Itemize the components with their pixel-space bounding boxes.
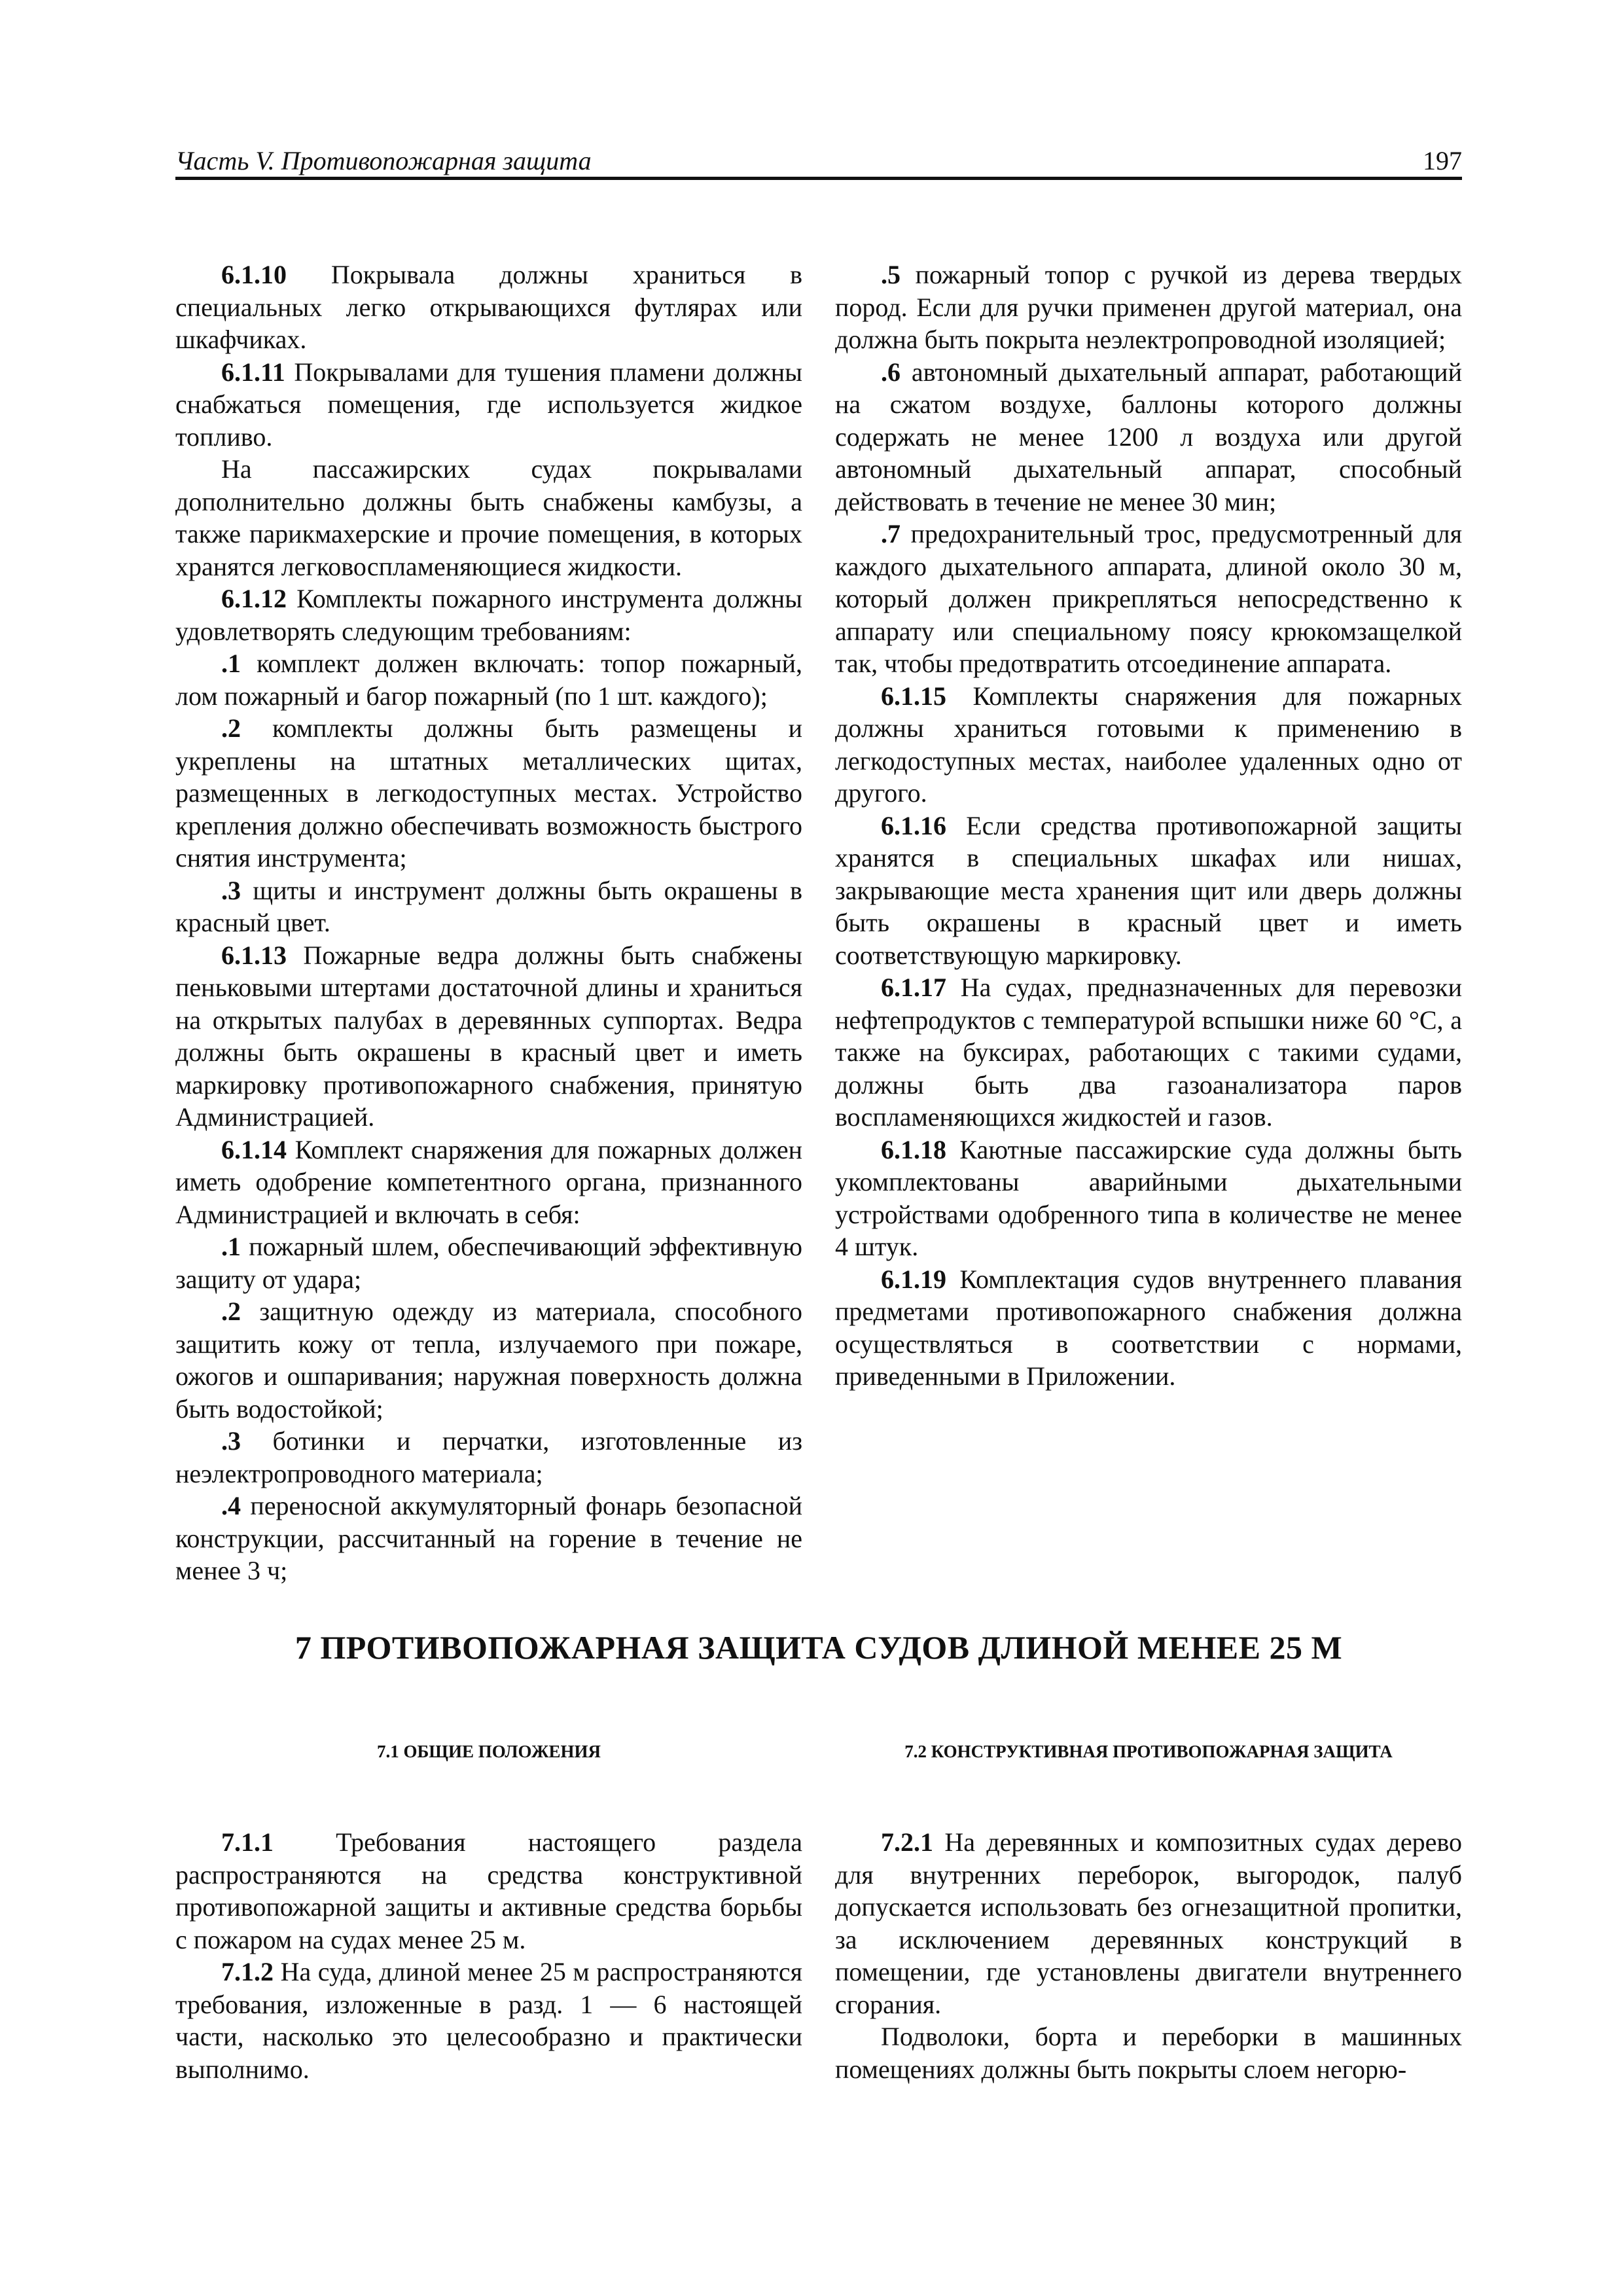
section-heading-general: 7.1 ОБЩИЕ ПОЛОЖЕНИЯ [376,1742,601,1761]
paragraph: 6.1.15 Комплекты снаряжения для пожарных должны храниться готовыми к применению в легкодоступных местах, наиболее удаленных одно от другого. [835,681,1462,808]
paragraph: Подволоки, борта и переборки в машинных помещениях должны быть покрыты слоем негорю- [835,2022,1462,2084]
list-item: .3 щиты и инструмент должны быть окрашены в красный цвет. [175,875,802,937]
section-heading-structural: 7.2 КОНСТРУКТИВНАЯ ПРОТИВОПОЖАРНАЯ ЗАЩИТА [904,1742,1393,1761]
running-header-title: Часть V. Противопожарная защита [175,146,592,175]
left-column-top [175,259,802,1587]
paragraph: 7.1.1 Требования настоящего раздела распространяются на средства конструктивной противопожарной защиты и активные средства борьбы с пожаром на судах менее 25 м. [175,1827,802,1954]
list-item: .3 ботинки и перчатки, изготовленные из неэлектропроводного материала; [175,1426,802,1488]
list-item: .4 переносной аккумуляторный фонарь безопасной конструкции, рассчитанный на горение в течение не менее 3 ч; [175,1491,802,1585]
running-header [175,145,1462,180]
right-column-bottom [835,1826,1462,2085]
paragraph: 6.1.14 Комплект снаряжения для пожарных должен иметь одобрение компетентного органа, признанного Администрацией и включать в себя: [175,1134,802,1229]
list-item: .1 пожарный шлем, обеспечивающий эффективную защиту от удара; [175,1232,802,1294]
paragraph: 7.1.2 На суда, длиной менее 25 м распространяются требования, изложенные в разд. 1 — 6 настоящей части, насколько это целесообразно и практически выполнимо. [175,1957,802,2084]
paragraph: 6.1.13 Пожарные ведра должны быть снабжены пеньковыми штертами достаточной длины и храниться на открытых палубах в деревянных суппортах. Ведра должны быть окрашены в красный цвет и иметь маркировку противопожарного снабжения, принятую Администрацией. [175,940,802,1132]
paragraph: 6.1.11 Покрывалами для тушения пламени должны снабжаться помещения, где используется жидкое топливо. [175,357,802,452]
list-item: .5 пожарный топор с ручкой из дерева твердых пород. Если для ручки применен другой материал, она должна быть покрыта неэлектропроводной изоляцией; [835,260,1462,354]
list-item: .1 комплект должен включать: топор пожарный, лом пожарный и багор пожарный (по 1 шт. каждого); [175,649,802,711]
page-number: 197 [1423,146,1462,175]
paragraph: 6.1.16 Если средства противопожарной защиты хранятся в специальных шкафах или нишах, закрывающие места хранения щит или дверь должны быть окрашены в красный цвет и иметь соответствующую маркировку. [835,810,1462,970]
paragraph: 6.1.17 На судах, предназначенных для перевозки нефтепродуктов с температурой вспышки ниже 60 °С, а также на буксирах, работающих с такими судами, должны быть два газоанализатора паров воспламеняющихся жидкостей и газов. [835,973,1462,1132]
paragraph: 6.1.12 Комплекты пожарного инструмента должны удовлетворять следующим требованиям: [175,584,802,646]
paragraph: 6.1.19 Комплектация судов внутреннего плавания предметами противопожарного снабжения должна осуществляться в соответствии с нормами, приведенными в Приложении. [835,1264,1462,1391]
left-column-bottom [175,1826,802,2085]
paragraph: 6.1.18 Каютные пассажирские суда должны быть укомплектованы аварийными дыхательными устройствами одобренного типа в количестве не менее 4 штук. [835,1134,1462,1261]
list-item: .6 автономный дыхательный аппарат, работающий на сжатом воздухе, баллоны которого должны содержать не менее 1200 л воздуха или другой автономный дыхательный аппарат, способный действовать в течение не менее 30 мин; [835,357,1462,516]
list-item: .2 защитную одежду из материала, способного защитить кожу от тепла, излучаемого при пожаре, ожогов и ошпаривания; наружная поверхность должна быть водостойкой; [175,1297,802,1424]
paragraph: 7.2.1 На деревянных и композитных судах дерево для внутренних переборок, выгородок, палуб допускается использовать без огнезащитной пропитки, за исключением деревянных конструкций в помещении, где установлены двигатели внутреннего сгорания. [835,1827,1462,2019]
list-item: .2 комплекты должны быть размещены и укреплены на штатных металлических щитах, размещенных в легкодоступных местах. Устройство крепления должно обеспечивать возможность быстрого снятия инструмента; [175,713,802,872]
paragraph: На пассажирских судах покрывалами дополнительно должны быть снабжены камбузы, а также парикмахерские и прочие помещения, в которых хранятся легковоспламеняющиеся жидкости. [175,454,802,581]
right-column-top [835,259,1462,1393]
list-item: .7 предохранительный трос, предусмотренный для каждого дыхательного аппарата, длиной около 30 м, который должен прикрепляться непосредственно к аппарату или специальному поясу крюкомзащелкой так, чтобы предотвратить отсоединение аппарата. [835,519,1462,678]
chapter-title: 7 ПРОТИВОПОЖАРНАЯ ЗАЩИТА СУДОВ ДЛИНОЙ МЕНЕЕ 25 М [294,1629,1343,1666]
paragraph: 6.1.10 Покрывала должны храниться в специальных легко открывающихся футлярах или шкафчиках. [175,260,802,354]
